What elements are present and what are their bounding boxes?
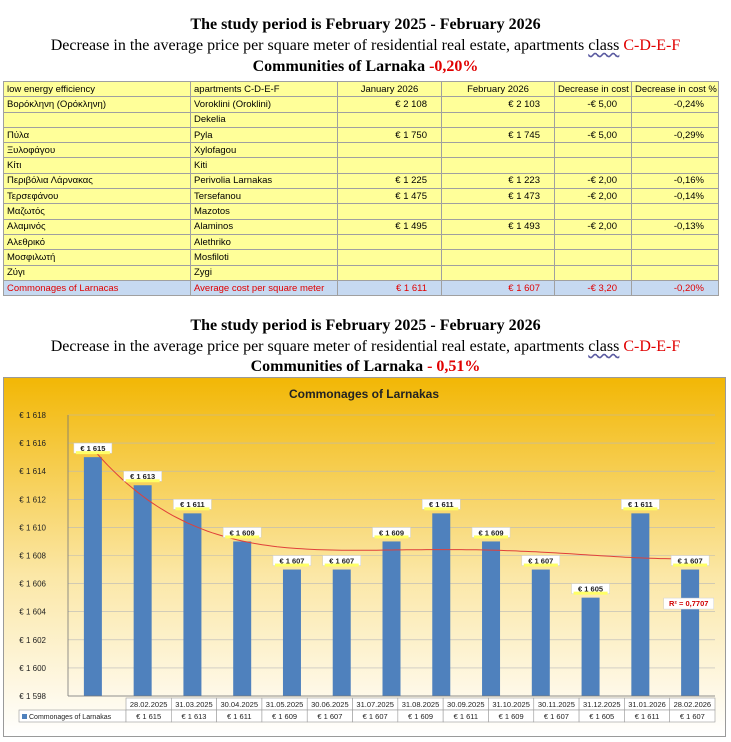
x-category-label: 30.04.2025 (220, 700, 259, 709)
table-row (4, 127, 719, 142)
table-cell: Alaminos (191, 219, 338, 234)
table-cell (555, 250, 632, 265)
table-value-label: € 1 609 (272, 712, 298, 721)
x-category-label: 30.06.2025 (311, 700, 349, 709)
communities-table (3, 81, 719, 296)
section1-community-label: Communities of Larnaka (252, 58, 426, 75)
table-cell: low energy efficiency (4, 82, 191, 97)
table-cell (442, 143, 555, 158)
data-label: € 1 615 (80, 443, 106, 453)
data-label: € 1 611 (180, 500, 205, 510)
legend-label: Commonages of Larnakas (29, 714, 112, 721)
table-cell: Τερσεφάνου (4, 189, 191, 204)
table-cell: Kiti (191, 158, 338, 173)
table-cell: Mosfiloti (191, 250, 338, 265)
table-cell: € 2 103 (442, 97, 555, 112)
table-cell: -€ 2,00 (555, 219, 632, 234)
section2-subtitle-prefix: Decrease in the average price per square meter of residential real estate, apartments (50, 338, 585, 355)
table-cell (442, 265, 555, 280)
table-row (4, 143, 719, 158)
y-tick-label: € 1 608 (19, 551, 46, 561)
y-tick-label: € 1 600 (19, 663, 46, 673)
table-cell: € 1 493 (442, 219, 555, 234)
table-value-label: € 1 611 (634, 712, 660, 721)
section1-community (0, 58, 731, 76)
table-cell: Average cost per square meter (191, 280, 338, 295)
table-cell: Decrease in cost (555, 82, 632, 97)
y-tick-label: € 1 618 (19, 411, 46, 420)
data-label: € 1 613 (130, 472, 156, 482)
table-cell: Zygi (191, 265, 338, 280)
table-cell: -€ 5,00 (555, 127, 632, 142)
table-cell (338, 265, 442, 280)
section2-subtitle (0, 338, 731, 356)
section1-title: The study period is February 2025 - February 2026 (190, 16, 541, 33)
table-row (4, 219, 719, 234)
table-cell: € 1 750 (338, 127, 442, 142)
x-category-label: 31.07.2025 (356, 700, 394, 709)
section2-community (0, 358, 731, 376)
table-row (4, 204, 719, 219)
table-cell: -0,29% (632, 127, 719, 142)
section1-community-value: -0,20% (429, 58, 479, 75)
table-cell: Alethriko (191, 234, 338, 249)
table-cell: Dekelia (191, 112, 338, 127)
x-category-label: 31.10.2025 (492, 700, 530, 709)
bar (681, 570, 699, 696)
table-cell: Περιβόλια Λάρνακας (4, 173, 191, 188)
table-cell (632, 158, 719, 173)
section2-subtitle-class-word: class (588, 338, 620, 355)
table-cell (442, 158, 555, 173)
table-cell (338, 143, 442, 158)
table-average-row (4, 280, 719, 295)
bar (333, 570, 351, 696)
table-cell (4, 112, 191, 127)
table-cell (338, 234, 442, 249)
data-label: € 1 607 (329, 556, 355, 566)
table-cell: -0,14% (632, 189, 719, 204)
table-row (4, 265, 719, 280)
table-cell (632, 265, 719, 280)
table-row (4, 250, 719, 265)
x-category-label: 31.01.2026 (628, 700, 666, 709)
table-cell (555, 112, 632, 127)
table-cell: € 1 223 (442, 173, 555, 188)
y-tick-label: € 1 616 (19, 439, 46, 449)
section2-subtitle-class: C-D-E-F (623, 338, 681, 355)
table-cell: -€ 5,00 (555, 97, 632, 112)
table-cell: January 2026 (338, 82, 442, 97)
table-row (4, 189, 719, 204)
y-tick-label: € 1 606 (19, 579, 46, 589)
table-cell (442, 234, 555, 249)
table-cell (632, 250, 719, 265)
data-label: € 1 607 (677, 556, 703, 566)
data-label: € 1 607 (279, 556, 305, 566)
table-cell: Decrease in cost % (632, 82, 719, 97)
table-value-label: € 1 609 (407, 712, 434, 721)
table-cell: € 1 475 (338, 189, 442, 204)
bar (631, 513, 649, 696)
table-cell (555, 204, 632, 219)
data-label: € 1 605 (578, 584, 604, 594)
data-label: € 1 607 (528, 556, 554, 566)
x-category-label: 31.03.2025 (175, 700, 213, 709)
table-cell: Μοσφιλωτή (4, 250, 191, 265)
table-cell (442, 112, 555, 127)
table-cell: Βορόκληνη (Ορόκληνη) (4, 97, 191, 112)
table-row (4, 112, 719, 127)
table-cell (555, 234, 632, 249)
y-tick-label: € 1 612 (19, 495, 46, 505)
r-squared-label: R² = 0,7707 (669, 599, 709, 609)
table-cell: -0,24% (632, 97, 719, 112)
x-category-label: 31.12.2025 (582, 700, 621, 709)
table-value-label: € 1 615 (136, 712, 162, 721)
table-cell: -0,20% (632, 280, 719, 295)
table-header-row (4, 82, 719, 97)
table-cell: Xylofagou (191, 143, 338, 158)
table-cell: € 1 607 (442, 280, 555, 295)
table-cell: apartments C-D-E-F (191, 82, 338, 97)
bar (233, 541, 251, 696)
y-tick-label: € 1 614 (19, 467, 46, 477)
x-category-label: 30.09.2025 (447, 700, 485, 709)
bar (183, 513, 201, 696)
table-cell: Mazotos (191, 204, 338, 219)
table-cell: € 1 225 (338, 173, 442, 188)
table-value-label: € 1 607 (543, 712, 569, 721)
table-value-label: € 1 611 (227, 712, 252, 721)
table-row (4, 158, 719, 173)
table-cell: Pyla (191, 127, 338, 142)
section1-subtitle-class: C-D-E-F (623, 37, 681, 54)
section2-title: The study period is February 2025 - February 2026 (190, 317, 541, 334)
table-cell: -0,13% (632, 219, 719, 234)
table-cell: Tersefanou (191, 189, 338, 204)
table-cell (338, 112, 442, 127)
x-category-label: 28.02.2025 (129, 700, 168, 709)
table-value-label: € 1 605 (589, 712, 615, 721)
x-category-label: 31.05.2025 (265, 700, 304, 709)
data-label: € 1 611 (628, 500, 653, 510)
table-cell: Voroklini (Oroklini) (191, 97, 338, 112)
section2-community-value: - 0,51% (427, 358, 481, 375)
bar (134, 485, 152, 696)
x-category-label: 31.08.2025 (401, 700, 440, 709)
table-cell (632, 204, 719, 219)
table-cell (442, 250, 555, 265)
table-cell: € 1 745 (442, 127, 555, 142)
table-row (4, 97, 719, 112)
chart-title: Commonages of Larnakas (288, 387, 440, 401)
table-cell: Ξυλοφάγου (4, 143, 191, 158)
table-cell (555, 143, 632, 158)
section2-community-label: Communities of Larnaka (250, 358, 424, 375)
table-cell (338, 250, 442, 265)
table-cell (632, 112, 719, 127)
bar (283, 570, 301, 696)
section1-subtitle-prefix: Decrease in the average price per square meter of residential real estate, apartments (50, 37, 585, 54)
table-cell: Perivolia Larnakas (191, 173, 338, 188)
y-tick-label: € 1 610 (19, 523, 46, 533)
table-cell: -€ 3,20 (555, 280, 632, 295)
table-cell: Ζύγι (4, 265, 191, 280)
table-cell (442, 204, 555, 219)
table-cell: Μαζωτός (4, 204, 191, 219)
section1-subtitle-class-word: class (588, 37, 620, 54)
table-cell: € 1 611 (338, 280, 442, 295)
table-cell (338, 204, 442, 219)
table-cell (555, 158, 632, 173)
bar (432, 513, 450, 696)
table-cell: Αλεθρικό (4, 234, 191, 249)
data-label: € 1 609 (229, 528, 255, 538)
table-cell: Κίτι (4, 158, 191, 173)
x-category-label: 30.11.2025 (537, 700, 575, 709)
table-cell: € 1 473 (442, 189, 555, 204)
table-cell: € 2 108 (338, 97, 442, 112)
table-value-label: € 1 607 (317, 712, 343, 721)
bar (532, 570, 550, 696)
bar (582, 598, 600, 696)
table-cell: -€ 2,00 (555, 189, 632, 204)
bar (84, 457, 102, 696)
table-cell: Αλαμινός (4, 219, 191, 234)
section1-subtitle (0, 37, 731, 55)
data-label: € 1 609 (478, 528, 504, 538)
commonages-bar-chart (3, 377, 726, 737)
legend-swatch (22, 714, 27, 719)
table-value-label: € 1 609 (498, 712, 524, 721)
table-cell (338, 158, 442, 173)
data-label: € 1 611 (428, 500, 454, 510)
table-value-label: € 1 607 (362, 712, 388, 721)
y-tick-label: € 1 602 (19, 635, 46, 645)
bar (482, 541, 500, 696)
x-category-label: 28.02.2026 (673, 700, 712, 709)
table-cell: February 2026 (442, 82, 555, 97)
table-cell (632, 143, 719, 158)
table-cell: -€ 2,00 (555, 173, 632, 188)
data-label: € 1 609 (378, 528, 405, 538)
table-cell: -0,16% (632, 173, 719, 188)
table-cell (555, 265, 632, 280)
table-row (4, 173, 719, 188)
table-cell: Commonages of Larnacas (4, 280, 191, 295)
table-cell (632, 234, 719, 249)
y-tick-label: € 1 598 (19, 692, 46, 701)
table-value-label: € 1 613 (181, 712, 207, 721)
table-value-label: € 1 607 (679, 712, 705, 721)
table-cell: € 1 495 (338, 219, 442, 234)
bar (383, 541, 401, 696)
table-cell: Πύλα (4, 127, 191, 142)
y-tick-label: € 1 604 (19, 607, 46, 617)
table-value-label: € 1 611 (453, 712, 479, 721)
table-row (4, 234, 719, 249)
